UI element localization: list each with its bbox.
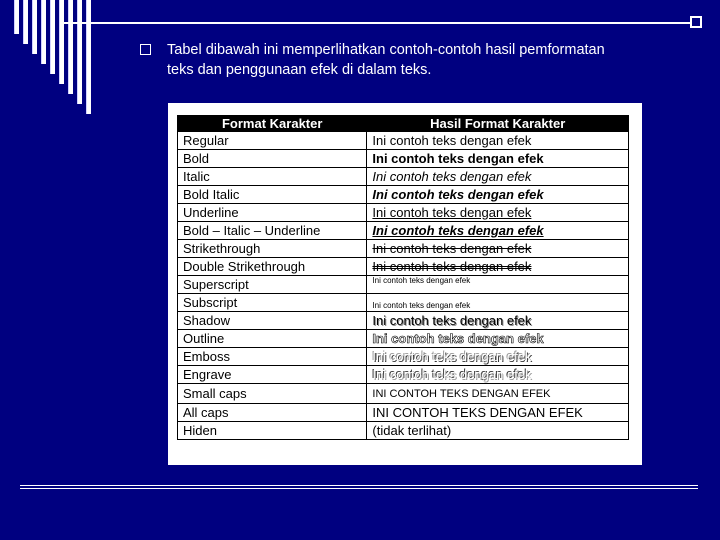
top-divider-line <box>60 22 696 24</box>
result-cell <box>367 222 629 240</box>
result-cell <box>367 150 629 168</box>
format-cell: Engrave <box>178 366 367 384</box>
header-format: Format Karakter <box>178 116 367 132</box>
bottom-divider-line <box>20 485 698 486</box>
result-cell <box>367 168 629 186</box>
format-cell: Regular <box>178 132 367 150</box>
bullet-line-1: Tabel dibawah ini memperlihatkan contoh-contoh hasil pemformatan <box>167 42 605 58</box>
format-cell: Italic <box>178 168 367 186</box>
result-text: Ini contoh teks dengan efek <box>372 223 544 238</box>
result-cell <box>367 312 629 330</box>
table-row <box>178 132 629 150</box>
table-row <box>178 312 629 330</box>
result-text: Ini contoh teks dengan efek <box>372 241 532 256</box>
result-cell <box>367 294 629 312</box>
result-cell <box>367 258 629 276</box>
result-text: Ini contoh teks dengan efek <box>372 313 532 328</box>
bottom-divider-line-2 <box>20 488 698 489</box>
format-cell: Bold Italic <box>178 186 367 204</box>
result-text: Ini contoh teks dengan efek <box>372 301 471 310</box>
result-cell <box>367 240 629 258</box>
result-text: Ini contoh teks dengan efek <box>372 151 544 166</box>
table-row <box>178 422 629 440</box>
result-cell <box>367 422 629 440</box>
table-row <box>178 222 629 240</box>
result-text: Ini contoh teks dengan efek <box>372 259 532 274</box>
table-row <box>178 186 629 204</box>
table-row <box>178 204 629 222</box>
table-row <box>178 294 629 312</box>
table-row <box>178 384 629 404</box>
result-cell <box>367 330 629 348</box>
table-row <box>178 276 629 294</box>
result-text: Ini contoh teks dengan efek <box>372 169 532 184</box>
result-text: Ini contoh teks dengan efek <box>372 367 532 382</box>
format-cell: Emboss <box>178 348 367 366</box>
result-text: Ini contoh teks dengan efek <box>372 331 544 346</box>
result-cell <box>367 348 629 366</box>
table-header-row <box>178 116 629 132</box>
table-row <box>178 348 629 366</box>
result-cell <box>367 132 629 150</box>
header-result: Hasil Format Karakter <box>367 116 629 132</box>
format-cell: Outline <box>178 330 367 348</box>
format-cell: Underline <box>178 204 367 222</box>
result-text: Ini contoh teks dengan efek <box>372 133 532 148</box>
format-cell: Superscript <box>178 276 367 294</box>
result-cell <box>367 204 629 222</box>
result-text: (tidak terlihat) <box>372 423 452 438</box>
table-row <box>178 168 629 186</box>
format-table <box>177 115 629 440</box>
result-cell <box>367 276 629 294</box>
table-row <box>178 240 629 258</box>
format-cell: Hiden <box>178 422 367 440</box>
table-row <box>178 330 629 348</box>
result-cell <box>367 384 629 404</box>
result-text: Ini contoh teks dengan efek <box>372 349 532 364</box>
table-row <box>178 150 629 168</box>
format-cell: Strikethrough <box>178 240 367 258</box>
result-text: Ini contoh teks dengan efek <box>372 205 532 220</box>
square-bullet-icon <box>140 44 151 55</box>
table-row <box>178 366 629 384</box>
bullet-line-2: teks dan penggunaan efek di dalam teks. <box>167 62 432 78</box>
result-text: INI CONTOH TEKS DENGAN EFEK <box>372 388 551 400</box>
format-cell: Shadow <box>178 312 367 330</box>
format-cell: Small caps <box>178 384 367 404</box>
corner-square <box>690 16 702 28</box>
format-table-panel <box>168 103 642 465</box>
result-cell <box>367 366 629 384</box>
result-text: INI CONTOH TEKS DENGAN EFEK <box>372 405 583 420</box>
result-cell <box>367 404 629 422</box>
result-text: Ini contoh teks dengan efek <box>372 276 471 285</box>
format-cell: Bold – Italic – Underline <box>178 222 367 240</box>
format-cell: Subscript <box>178 294 367 312</box>
table-row <box>178 404 629 422</box>
format-cell: All caps <box>178 404 367 422</box>
decorative-bars <box>14 0 144 120</box>
format-cell: Bold <box>178 150 367 168</box>
result-text: Ini contoh teks dengan efek <box>372 187 544 202</box>
bullet-paragraph <box>140 40 680 80</box>
result-cell <box>367 186 629 204</box>
format-cell: Double Strikethrough <box>178 258 367 276</box>
table-row <box>178 258 629 276</box>
